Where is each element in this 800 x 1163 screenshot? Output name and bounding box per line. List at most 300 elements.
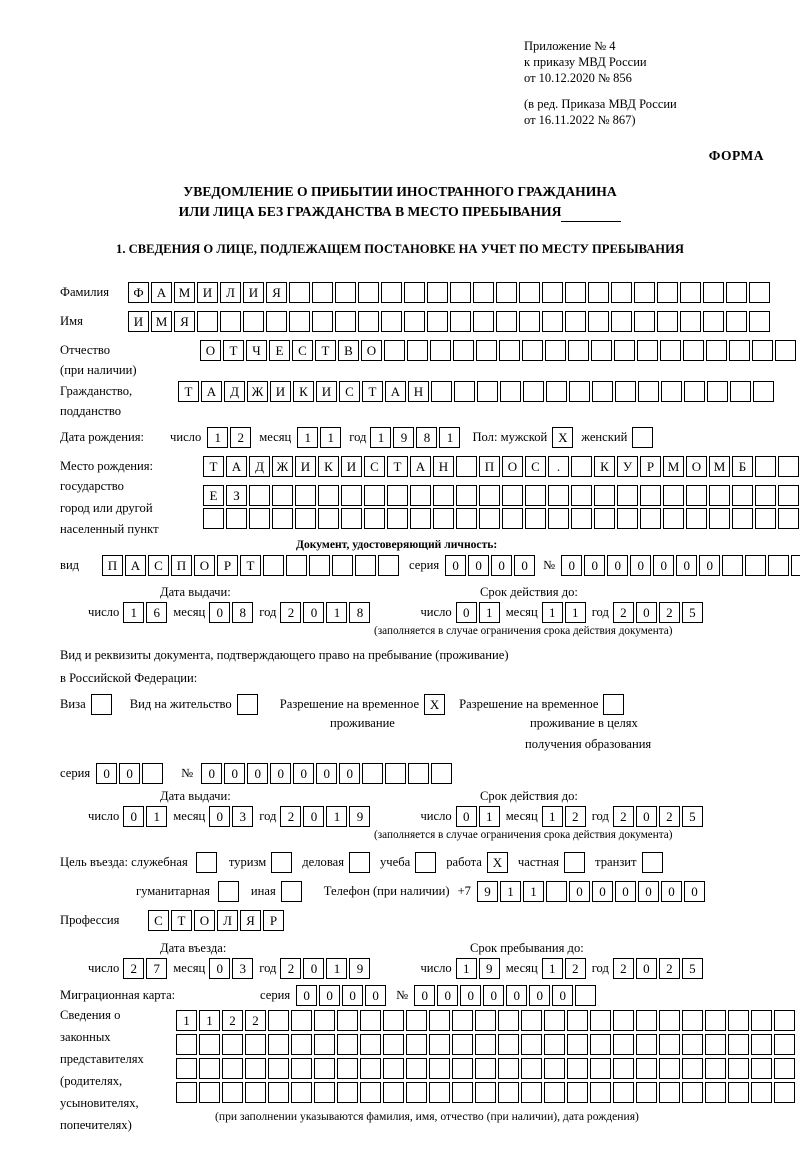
char-cell[interactable] — [337, 1010, 358, 1031]
char-cell[interactable]: 0 — [296, 985, 317, 1006]
char-cell[interactable] — [726, 311, 747, 332]
char-cell[interactable]: 2 — [245, 1010, 266, 1031]
char-cell[interactable] — [774, 1082, 795, 1103]
char-cell[interactable] — [309, 555, 330, 576]
char-cell[interactable] — [521, 1082, 542, 1103]
char-cell[interactable] — [751, 1058, 772, 1079]
char-cell[interactable]: 3 — [232, 806, 253, 827]
char-cell[interactable] — [383, 1034, 404, 1055]
char-cell[interactable]: 5 — [682, 806, 703, 827]
char-cell[interactable] — [452, 1058, 473, 1079]
char-cell[interactable] — [383, 1058, 404, 1079]
char-cell[interactable]: 1 — [542, 958, 563, 979]
char-cell[interactable]: Т — [362, 381, 383, 402]
char-cell[interactable] — [752, 340, 773, 361]
char-cell[interactable]: 9 — [393, 427, 414, 448]
char-cell[interactable] — [567, 1034, 588, 1055]
char-cell[interactable] — [312, 311, 333, 332]
char-cell[interactable] — [749, 282, 770, 303]
char-cell[interactable]: 0 — [552, 985, 573, 1006]
char-cell[interactable] — [335, 282, 356, 303]
char-cell[interactable]: П — [102, 555, 123, 576]
char-cell[interactable]: А — [125, 555, 146, 576]
char-cell[interactable] — [289, 311, 310, 332]
char-cell[interactable] — [706, 340, 727, 361]
char-cell[interactable] — [613, 1058, 634, 1079]
char-cell[interactable] — [728, 1082, 749, 1103]
char-cell[interactable] — [142, 763, 163, 784]
mig-number-cells[interactable] — [414, 985, 598, 1006]
char-cell[interactable] — [429, 1082, 450, 1103]
char-cell[interactable] — [220, 311, 241, 332]
char-cell[interactable] — [567, 1058, 588, 1079]
char-cell[interactable]: . — [548, 456, 569, 477]
char-cell[interactable] — [243, 311, 264, 332]
char-cell[interactable]: 1 — [565, 602, 586, 623]
char-cell[interactable] — [199, 1082, 220, 1103]
char-cell[interactable]: 3 — [232, 958, 253, 979]
char-cell[interactable]: 1 — [326, 602, 347, 623]
purpose-other-checkbox[interactable] — [281, 881, 302, 902]
char-cell[interactable] — [222, 1082, 243, 1103]
char-cell[interactable] — [569, 381, 590, 402]
purpose-tourism-checkbox[interactable] — [271, 852, 292, 873]
char-cell[interactable] — [496, 282, 517, 303]
char-cell[interactable] — [749, 311, 770, 332]
char-cell[interactable] — [613, 1010, 634, 1031]
char-cell[interactable] — [456, 456, 477, 477]
char-cell[interactable] — [636, 1082, 657, 1103]
char-cell[interactable] — [475, 1034, 496, 1055]
char-cell[interactable]: М — [709, 456, 730, 477]
char-cell[interactable] — [751, 1034, 772, 1055]
char-cell[interactable]: О — [686, 456, 707, 477]
char-cell[interactable]: 0 — [209, 806, 230, 827]
char-cell[interactable] — [546, 881, 567, 902]
char-cell[interactable] — [291, 1010, 312, 1031]
char-cell[interactable]: М — [174, 282, 195, 303]
char-cell[interactable]: 0 — [569, 881, 590, 902]
char-cell[interactable]: 0 — [303, 958, 324, 979]
char-cell[interactable]: О — [361, 340, 382, 361]
char-cell[interactable] — [355, 555, 376, 576]
char-cell[interactable] — [496, 311, 517, 332]
char-cell[interactable]: И — [295, 456, 316, 477]
char-cell[interactable]: 0 — [414, 985, 435, 1006]
char-cell[interactable] — [263, 555, 284, 576]
stay-issue-day-cells[interactable] — [123, 806, 169, 827]
char-cell[interactable] — [454, 381, 475, 402]
char-cell[interactable] — [387, 508, 408, 529]
char-cell[interactable] — [568, 340, 589, 361]
char-cell[interactable]: 2 — [565, 958, 586, 979]
char-cell[interactable]: Ч — [246, 340, 267, 361]
char-cell[interactable] — [659, 1082, 680, 1103]
purpose-private-checkbox[interactable] — [564, 852, 585, 873]
char-cell[interactable] — [659, 1010, 680, 1031]
char-cell[interactable] — [682, 1058, 703, 1079]
char-cell[interactable]: Я — [240, 910, 261, 931]
char-cell[interactable] — [728, 1034, 749, 1055]
purpose-business-checkbox[interactable] — [349, 852, 370, 873]
char-cell[interactable] — [614, 340, 635, 361]
char-cell[interactable] — [498, 1034, 519, 1055]
char-cell[interactable] — [407, 340, 428, 361]
char-cell[interactable] — [730, 381, 751, 402]
char-cell[interactable] — [362, 763, 383, 784]
char-cell[interactable]: 1 — [320, 427, 341, 448]
char-cell[interactable] — [226, 508, 247, 529]
char-cell[interactable] — [659, 1058, 680, 1079]
char-cell[interactable]: 0 — [209, 958, 230, 979]
char-cell[interactable]: 1 — [370, 427, 391, 448]
doc-valid-month-cells[interactable] — [542, 602, 588, 623]
char-cell[interactable]: 0 — [699, 555, 720, 576]
birth-year-cells[interactable] — [370, 427, 462, 448]
char-cell[interactable] — [755, 485, 776, 506]
char-cell[interactable] — [753, 381, 774, 402]
char-cell[interactable] — [686, 508, 707, 529]
char-cell[interactable]: 0 — [209, 602, 230, 623]
char-cell[interactable]: П — [479, 456, 500, 477]
birth-place-cells-3[interactable] — [203, 508, 800, 529]
char-cell[interactable]: 1 — [542, 806, 563, 827]
char-cell[interactable]: 2 — [222, 1010, 243, 1031]
char-cell[interactable] — [521, 1034, 542, 1055]
char-cell[interactable]: К — [293, 381, 314, 402]
char-cell[interactable] — [590, 1034, 611, 1055]
stay-series-cells[interactable] — [96, 763, 165, 784]
char-cell[interactable]: 2 — [280, 806, 301, 827]
char-cell[interactable]: М — [663, 456, 684, 477]
char-cell[interactable] — [476, 340, 497, 361]
char-cell[interactable]: 8 — [349, 602, 370, 623]
char-cell[interactable] — [636, 1034, 657, 1055]
char-cell[interactable] — [477, 381, 498, 402]
char-cell[interactable] — [498, 1082, 519, 1103]
char-cell[interactable] — [523, 381, 544, 402]
char-cell[interactable] — [452, 1034, 473, 1055]
char-cell[interactable] — [332, 555, 353, 576]
char-cell[interactable] — [341, 485, 362, 506]
char-cell[interactable] — [431, 381, 452, 402]
char-cell[interactable] — [613, 1082, 634, 1103]
char-cell[interactable] — [660, 340, 681, 361]
char-cell[interactable] — [245, 1082, 266, 1103]
char-cell[interactable] — [722, 555, 743, 576]
name-cells[interactable] — [128, 311, 772, 332]
char-cell[interactable] — [452, 1010, 473, 1031]
char-cell[interactable]: С — [525, 456, 546, 477]
char-cell[interactable] — [705, 1034, 726, 1055]
char-cell[interactable]: Е — [203, 485, 224, 506]
char-cell[interactable] — [291, 1058, 312, 1079]
char-cell[interactable]: Т — [171, 910, 192, 931]
surname-cells[interactable] — [128, 282, 772, 303]
char-cell[interactable] — [659, 1034, 680, 1055]
char-cell[interactable] — [682, 1034, 703, 1055]
char-cell[interactable]: Р — [640, 456, 661, 477]
char-cell[interactable]: 2 — [613, 602, 634, 623]
char-cell[interactable] — [479, 485, 500, 506]
char-cell[interactable] — [778, 456, 799, 477]
char-cell[interactable]: О — [200, 340, 221, 361]
char-cell[interactable]: 9 — [349, 958, 370, 979]
char-cell[interactable] — [450, 282, 471, 303]
char-cell[interactable] — [545, 340, 566, 361]
char-cell[interactable] — [683, 340, 704, 361]
char-cell[interactable] — [590, 1058, 611, 1079]
char-cell[interactable] — [768, 555, 789, 576]
char-cell[interactable] — [686, 485, 707, 506]
doc-issue-year-cells[interactable] — [280, 602, 372, 623]
char-cell[interactable] — [703, 282, 724, 303]
char-cell[interactable] — [751, 1010, 772, 1031]
char-cell[interactable]: 0 — [119, 763, 140, 784]
char-cell[interactable] — [245, 1058, 266, 1079]
char-cell[interactable] — [636, 1010, 657, 1031]
char-cell[interactable] — [745, 555, 766, 576]
char-cell[interactable] — [272, 508, 293, 529]
char-cell[interactable] — [525, 485, 546, 506]
birth-place-cells-2[interactable] — [203, 485, 800, 506]
char-cell[interactable]: С — [148, 910, 169, 931]
char-cell[interactable]: Ф — [128, 282, 149, 303]
char-cell[interactable] — [640, 485, 661, 506]
char-cell[interactable]: 1 — [523, 881, 544, 902]
char-cell[interactable] — [542, 282, 563, 303]
char-cell[interactable]: 0 — [316, 763, 337, 784]
char-cell[interactable]: О — [194, 910, 215, 931]
char-cell[interactable] — [381, 311, 402, 332]
char-cell[interactable] — [498, 1058, 519, 1079]
char-cell[interactable] — [381, 282, 402, 303]
char-cell[interactable]: О — [194, 555, 215, 576]
char-cell[interactable] — [473, 282, 494, 303]
char-cell[interactable]: И — [197, 282, 218, 303]
char-cell[interactable] — [318, 485, 339, 506]
char-cell[interactable] — [680, 282, 701, 303]
char-cell[interactable]: 1 — [199, 1010, 220, 1031]
char-cell[interactable]: 0 — [529, 985, 550, 1006]
char-cell[interactable] — [544, 1010, 565, 1031]
char-cell[interactable] — [500, 381, 521, 402]
char-cell[interactable]: 5 — [682, 602, 703, 623]
char-cell[interactable]: А — [410, 456, 431, 477]
char-cell[interactable]: 0 — [653, 555, 674, 576]
char-cell[interactable] — [272, 485, 293, 506]
legal-rep-cells-3[interactable] — [176, 1058, 797, 1079]
char-cell[interactable]: В — [338, 340, 359, 361]
char-cell[interactable] — [341, 508, 362, 529]
char-cell[interactable] — [360, 1034, 381, 1055]
char-cell[interactable] — [314, 1034, 335, 1055]
char-cell[interactable] — [475, 1010, 496, 1031]
char-cell[interactable]: 0 — [636, 602, 657, 623]
char-cell[interactable] — [176, 1034, 197, 1055]
char-cell[interactable] — [728, 1058, 749, 1079]
char-cell[interactable] — [519, 311, 540, 332]
doc-number-cells[interactable] — [561, 555, 800, 576]
char-cell[interactable] — [634, 311, 655, 332]
char-cell[interactable] — [567, 1082, 588, 1103]
char-cell[interactable]: З — [226, 485, 247, 506]
char-cell[interactable]: 1 — [176, 1010, 197, 1031]
char-cell[interactable]: Ж — [247, 381, 268, 402]
char-cell[interactable] — [479, 508, 500, 529]
char-cell[interactable] — [456, 508, 477, 529]
char-cell[interactable] — [427, 282, 448, 303]
sex-female-checkbox[interactable] — [632, 427, 653, 448]
char-cell[interactable] — [709, 508, 730, 529]
char-cell[interactable]: И — [316, 381, 337, 402]
char-cell[interactable]: И — [243, 282, 264, 303]
char-cell[interactable]: 0 — [342, 985, 363, 1006]
doc-issue-day-cells[interactable] — [123, 602, 169, 623]
char-cell[interactable]: 2 — [123, 958, 144, 979]
char-cell[interactable]: М — [151, 311, 172, 332]
char-cell[interactable] — [433, 485, 454, 506]
char-cell[interactable]: 0 — [661, 881, 682, 902]
char-cell[interactable] — [384, 340, 405, 361]
stay-until-year-cells[interactable] — [613, 958, 705, 979]
char-cell[interactable] — [404, 311, 425, 332]
char-cell[interactable] — [203, 508, 224, 529]
char-cell[interactable] — [774, 1010, 795, 1031]
char-cell[interactable] — [682, 1010, 703, 1031]
char-cell[interactable] — [364, 485, 385, 506]
char-cell[interactable] — [544, 1034, 565, 1055]
char-cell[interactable]: 1 — [500, 881, 521, 902]
char-cell[interactable] — [249, 485, 270, 506]
char-cell[interactable] — [314, 1058, 335, 1079]
char-cell[interactable] — [289, 282, 310, 303]
char-cell[interactable] — [429, 1034, 450, 1055]
char-cell[interactable] — [360, 1082, 381, 1103]
doc-valid-year-cells[interactable] — [613, 602, 705, 623]
stay-issue-year-cells[interactable] — [280, 806, 372, 827]
char-cell[interactable] — [591, 340, 612, 361]
legal-rep-cells-2[interactable] — [176, 1034, 797, 1055]
char-cell[interactable] — [427, 311, 448, 332]
char-cell[interactable] — [378, 555, 399, 576]
char-cell[interactable] — [778, 508, 799, 529]
char-cell[interactable] — [732, 508, 753, 529]
doc-issue-month-cells[interactable] — [209, 602, 255, 623]
char-cell[interactable]: Т — [387, 456, 408, 477]
char-cell[interactable]: 9 — [477, 881, 498, 902]
char-cell[interactable]: 0 — [636, 958, 657, 979]
sex-male-checkbox[interactable]: Х — [552, 427, 573, 448]
char-cell[interactable] — [588, 311, 609, 332]
char-cell[interactable]: К — [318, 456, 339, 477]
char-cell[interactable]: 2 — [659, 958, 680, 979]
char-cell[interactable] — [751, 1082, 772, 1103]
char-cell[interactable]: А — [201, 381, 222, 402]
birth-day-cells[interactable] — [207, 427, 253, 448]
char-cell[interactable] — [498, 1010, 519, 1031]
doc-kind-cells[interactable] — [102, 555, 401, 576]
char-cell[interactable] — [268, 1034, 289, 1055]
stay-number-cells[interactable] — [201, 763, 454, 784]
char-cell[interactable]: С — [292, 340, 313, 361]
char-cell[interactable] — [268, 1010, 289, 1031]
char-cell[interactable]: 0 — [96, 763, 117, 784]
char-cell[interactable] — [387, 485, 408, 506]
char-cell[interactable]: 0 — [293, 763, 314, 784]
char-cell[interactable]: 0 — [676, 555, 697, 576]
char-cell[interactable]: 2 — [565, 806, 586, 827]
char-cell[interactable] — [726, 282, 747, 303]
char-cell[interactable] — [337, 1058, 358, 1079]
char-cell[interactable] — [360, 1058, 381, 1079]
char-cell[interactable] — [176, 1058, 197, 1079]
char-cell[interactable] — [430, 340, 451, 361]
char-cell[interactable]: 0 — [365, 985, 386, 1006]
entry-year-cells[interactable] — [280, 958, 372, 979]
char-cell[interactable] — [295, 508, 316, 529]
char-cell[interactable] — [728, 1010, 749, 1031]
char-cell[interactable]: К — [594, 456, 615, 477]
char-cell[interactable]: 1 — [207, 427, 228, 448]
char-cell[interactable]: Т — [178, 381, 199, 402]
char-cell[interactable] — [499, 340, 520, 361]
mig-series-cells[interactable] — [296, 985, 388, 1006]
char-cell[interactable]: 2 — [230, 427, 251, 448]
char-cell[interactable] — [291, 1034, 312, 1055]
char-cell[interactable] — [291, 1082, 312, 1103]
stay-until-day-cells[interactable] — [456, 958, 502, 979]
char-cell[interactable]: 0 — [123, 806, 144, 827]
char-cell[interactable] — [544, 1082, 565, 1103]
char-cell[interactable]: 8 — [416, 427, 437, 448]
char-cell[interactable] — [680, 311, 701, 332]
char-cell[interactable] — [406, 1082, 427, 1103]
char-cell[interactable]: 1 — [326, 806, 347, 827]
char-cell[interactable] — [222, 1058, 243, 1079]
char-cell[interactable]: 6 — [146, 602, 167, 623]
char-cell[interactable]: 0 — [456, 602, 477, 623]
char-cell[interactable] — [571, 508, 592, 529]
char-cell[interactable] — [502, 508, 523, 529]
birth-month-cells[interactable] — [297, 427, 343, 448]
char-cell[interactable] — [791, 555, 800, 576]
legal-rep-cells-1[interactable] — [176, 1010, 797, 1031]
char-cell[interactable]: 1 — [439, 427, 460, 448]
purpose-service-checkbox[interactable] — [196, 852, 217, 873]
edu-residence-checkbox[interactable] — [603, 694, 624, 715]
char-cell[interactable] — [404, 282, 425, 303]
char-cell[interactable]: 0 — [684, 881, 705, 902]
char-cell[interactable] — [502, 485, 523, 506]
char-cell[interactable]: 0 — [514, 555, 535, 576]
purpose-transit-checkbox[interactable] — [642, 852, 663, 873]
char-cell[interactable] — [222, 1034, 243, 1055]
char-cell[interactable] — [611, 311, 632, 332]
char-cell[interactable]: 0 — [456, 806, 477, 827]
char-cell[interactable]: Н — [433, 456, 454, 477]
char-cell[interactable] — [519, 282, 540, 303]
char-cell[interactable] — [567, 1010, 588, 1031]
purpose-humanitarian-checkbox[interactable] — [218, 881, 239, 902]
char-cell[interactable] — [314, 1010, 335, 1031]
char-cell[interactable] — [337, 1082, 358, 1103]
char-cell[interactable]: 0 — [303, 806, 324, 827]
char-cell[interactable] — [637, 340, 658, 361]
char-cell[interactable]: И — [128, 311, 149, 332]
char-cell[interactable] — [335, 311, 356, 332]
char-cell[interactable]: С — [364, 456, 385, 477]
